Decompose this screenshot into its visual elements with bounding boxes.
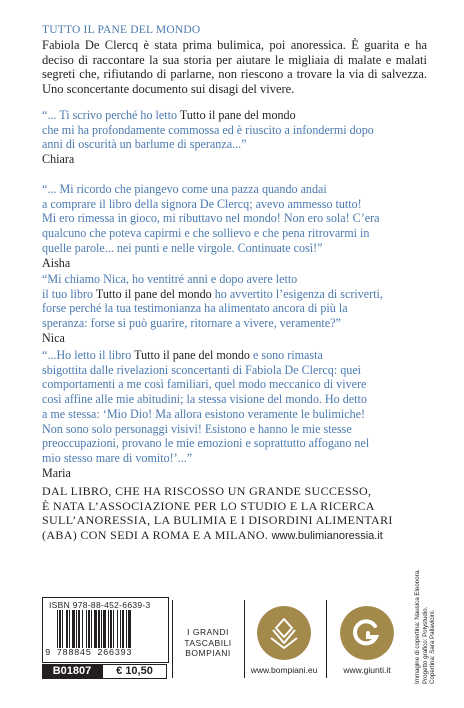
bompiani-logo (257, 606, 311, 660)
ean-number: 9 788845 266393 (45, 648, 133, 658)
barcode-bar (57, 610, 58, 648)
signature: Chiara (42, 152, 75, 167)
barcode-bar (76, 610, 77, 648)
giunti-logo (340, 606, 394, 660)
barcode-bar (122, 610, 124, 648)
barcode-bar (88, 610, 90, 648)
price: € 10,50 (102, 664, 167, 679)
book-title-ref: Tutto il pane del mondo (179, 108, 296, 122)
logo-disc (257, 606, 311, 660)
book-title-ref: Tutto il pane del mondo (95, 286, 212, 301)
barcode-bar (69, 610, 70, 648)
barcode (42, 597, 169, 663)
barcode-bar (117, 610, 118, 648)
barcode-bar (113, 610, 114, 648)
barcode-bar (110, 610, 112, 648)
barcode-bar (66, 610, 68, 648)
barcode-bar (82, 610, 83, 648)
book-title: TUTTO IL PANE DEL MONDO (42, 24, 201, 36)
testimonial-nica (42, 272, 427, 346)
barcode-bar (78, 610, 80, 648)
quote-text: “... Mi ricordo che piangevo come una pazza quando andai a comprare il libro della signora De Clercq; avevo ammesso tutto! Mi ero rimessa in gioco, mi ributtavo nel mondo! Non ero sola! C’era qualcuno che poteva capirmi e che sollievo e che pena ritrovarmi in quelle parole... nei punti e nelle virgole. Continuate così!” (42, 182, 380, 255)
quote-text: “Mi chiamo Nica, ho ventitré anni e dopo avere letto il tuo libro Tutto il pane del mondo ho avvertito l’esigenza di scriverti, forse perché la tua testimonianza ha alimentato ancora di più la speranza: forse si può guarire, ritornare a vivere, veramente?” (42, 272, 383, 331)
barcode-bar (128, 610, 131, 648)
barcode-bars (57, 610, 157, 650)
barcode-bar (120, 610, 121, 648)
barcode-bar (59, 610, 61, 648)
intro-text: Fabiola De Clercq è stata prima bulimica, poi anoressica. È guarita e ha deciso di raccontare la sua storia per aiutare le migliaia di malate e malati segreti che, rifiutando di parlarne, non riescono a trovare la via di salvezza. Uno sconcertante documento sui disagi del vivere. (42, 38, 427, 97)
testimonial-chiara (42, 108, 427, 167)
signature: Nica (42, 330, 65, 345)
barcode-bar (103, 610, 106, 648)
association-url[interactable]: www.bulimianoressia.it (271, 529, 383, 542)
cover-credits: Immagine di copertina: Nausica Eleonora. Progetto grafico: Polystudio. Copertina: Sara Pallavicini. (414, 569, 436, 684)
barcode-bar (98, 610, 100, 648)
signature: Aisha (42, 255, 71, 270)
divider (172, 600, 173, 678)
quote-text: “... Ti scrivo perché ho letto Tutto il pane del mondo che mi ha profondamente commossa ed è riuscito a infondermi dopo anni di oscurità un barlume di speranza...” (42, 108, 374, 152)
barcode-bar (101, 610, 102, 648)
series-name: I GRANDI TASCABILI BOMPIANI (184, 627, 232, 658)
barcode-bar (94, 610, 97, 648)
barcode-bar (72, 610, 75, 648)
barcode-bar (86, 610, 87, 648)
barcode-bar (62, 610, 63, 648)
isbn: ISBN 978-88-452-6639-3 (49, 600, 151, 610)
book-title-ref: Tutto il pane del mondo (134, 348, 250, 362)
bompiani-url[interactable]: www.bompiani.eu (250, 665, 318, 675)
barcode-bar (91, 610, 92, 648)
divider (244, 600, 245, 678)
product-code: B01807 (42, 664, 102, 679)
quote-text: “...Ho letto il libro Tutto il pane del mondo e sono rimasta sbigottita dalle rivelazioni sconcertanti di Fabiola De Clercq: quei comportamenti a me così familiari, quel modo meccanico di vivere così affine alle mie abitudini; la stessa visione del mondo. Ho detto a me stessa: ‘Mio Dio! Ma allora esistono veramente le bulimiche! Non sono solo personaggi visivi! Esistono e hanno le mie stesse preoccupazioni, provano le mie emozioni e soprattutto affogano nel mio stesso mare di vomito!’...” (42, 348, 370, 465)
barcode-bar (126, 610, 127, 648)
testimonial-maria (42, 348, 427, 480)
divider (326, 600, 327, 678)
association-info: DAL LIBRO, CHE HA RISCOSSO UN GRANDE SUCCESSO, È NATA L’ASSOCIAZIONE PER LO STUDIO E LA RICERCA SULL’ANORESSIA, LA BULIMIA E I DISORDINI ALIMENTARI (ABA) CON SEDI A ROMA E A MILANO. www.bulimianoressia.it (42, 484, 393, 542)
testimonial-aisha (42, 182, 427, 270)
giunti-url[interactable]: www.giunti.it (343, 665, 391, 675)
signature: Maria (42, 465, 71, 480)
barcode-bar (108, 610, 109, 648)
